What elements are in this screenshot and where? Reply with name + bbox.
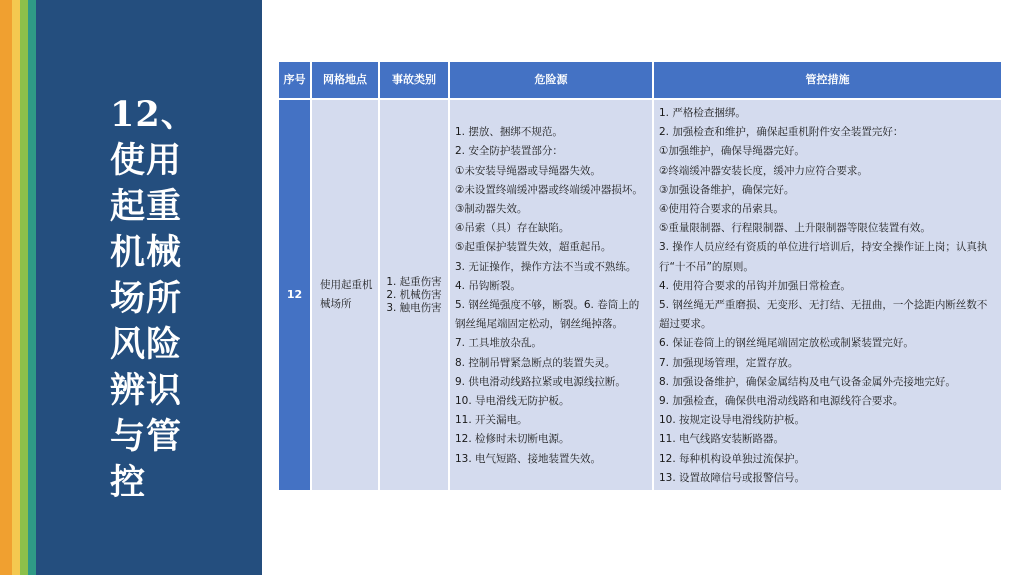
hazard-item: ②未设置终端缓冲器或终端缓冲器损坏。 <box>455 183 643 196</box>
hazard-item: 5. 钢丝绳强度不够，断裂。6. 卷筒上的钢丝绳尾端固定松动，钢丝绳掉落。 <box>455 299 640 331</box>
hazard-item: 4. 吊钩断裂。 <box>455 279 521 292</box>
hazard-item: 3. 无证操作，操作方法不当或不熟练。 <box>455 260 637 273</box>
control-item: ①加强维护，确保导绳器完好。 <box>659 145 805 158</box>
cell-location: 使用起重机械场所 <box>311 99 379 491</box>
header-seq: 序号 <box>278 61 311 99</box>
hazard-item: 13. 电气短路、接地装置失效。 <box>455 452 602 465</box>
cell-seq: 12 <box>278 99 311 491</box>
header-location: 网格地点 <box>311 61 379 99</box>
hazard-item: 8. 控制吊臂紧急断点的装置失灵。 <box>455 356 616 369</box>
control-item: 10. 按规定设导电滑线防护板。 <box>659 414 806 427</box>
cell-controls <box>653 99 1002 491</box>
hazard-item: ④吊索（具）存在缺陷。 <box>455 222 570 235</box>
decor-stripe-orange <box>0 0 12 575</box>
risk-table-container <box>277 60 1001 492</box>
hazard-item: 10. 导电滑线无防护板。 <box>455 395 570 408</box>
control-item: 6. 保证卷筒上的钢丝绳尾端固定放松或制紧装置完好。 <box>659 337 914 350</box>
control-item: ④使用符合要求的吊索具。 <box>659 203 784 216</box>
header-accident-type: 事故类别 <box>379 61 449 99</box>
control-item: 5. 钢丝绳无严重磨损、无变形、无打结、无扭曲，一个捻距内断丝数不超过要求。 <box>659 299 988 331</box>
accident-type-item: 2. 机械伤害 <box>386 288 442 301</box>
accident-type-item: 3. 触电伤害 <box>386 301 442 314</box>
hazard-item: 11. 开关漏电。 <box>455 414 528 427</box>
control-item: ②终端缓冲器安装长度，缓冲力应符合要求。 <box>659 164 868 177</box>
hazard-item: 9. 供电滑动线路拉紧或电源线拉断。 <box>455 375 626 388</box>
control-item: 11. 电气线路安装断路器。 <box>659 433 785 446</box>
control-item: 9. 加强检查，确保供电滑动线路和电源线符合要求。 <box>659 395 904 408</box>
control-item: 2. 加强检查和维护，确保起重机附件安全装置完好： <box>659 126 904 139</box>
table-row <box>278 99 1002 491</box>
hazard-item: ③制动器失效。 <box>455 203 528 216</box>
table-header-row <box>278 61 1002 99</box>
cell-accident-types <box>379 99 449 491</box>
decor-stripe-yellow <box>12 0 20 575</box>
control-item: 8. 加强设备维护，确保金属结构及电气设备金属外壳接地完好。 <box>659 375 956 388</box>
header-hazard: 危险源 <box>449 61 653 99</box>
accident-type-item: 1. 起重伤害 <box>386 275 442 288</box>
slide-title: 12、使用起重机械场所风险辨识与管控 <box>110 94 197 503</box>
hazard-item: ①未安装导绳器或导绳器失效。 <box>455 164 601 177</box>
control-item: 3. 操作人员应经有资质的单位进行培训后，持安全操作证上岗；认真执行“十不吊”的原则。 <box>659 241 988 273</box>
control-item: 12. 每种机构设单独过流保护。 <box>659 452 806 465</box>
control-item: 1. 严格检查捆绑。 <box>659 107 746 119</box>
control-item: ③加强设备维护，确保完好。 <box>659 183 795 196</box>
hazard-item: ⑤起重保护装置失效，超重起吊。 <box>455 241 612 254</box>
control-item: ⑤重量限制器、行程限制器、上升限制器等限位装置有效。 <box>659 222 931 235</box>
hazard-item: 1. 摆放、捆绑不规范。 <box>455 126 563 139</box>
control-item: 4. 使用符合要求的吊钩并加强日常检查。 <box>659 279 851 292</box>
control-item: 13. 设置故障信号或报警信号。 <box>659 471 806 484</box>
decor-stripe-green <box>20 0 28 575</box>
cell-hazards <box>449 99 653 491</box>
hazard-item: 7. 工具堆放杂乱。 <box>455 337 542 350</box>
hazard-item: 2. 安全防护装置部分： <box>455 145 563 158</box>
header-control: 管控措施 <box>653 61 1002 99</box>
control-item: 7. 加强现场管理，定置存放。 <box>659 356 799 369</box>
risk-table <box>277 60 1003 492</box>
decor-stripe-teal <box>28 0 36 575</box>
hazard-item: 12. 检修时未切断电源。 <box>455 433 570 446</box>
